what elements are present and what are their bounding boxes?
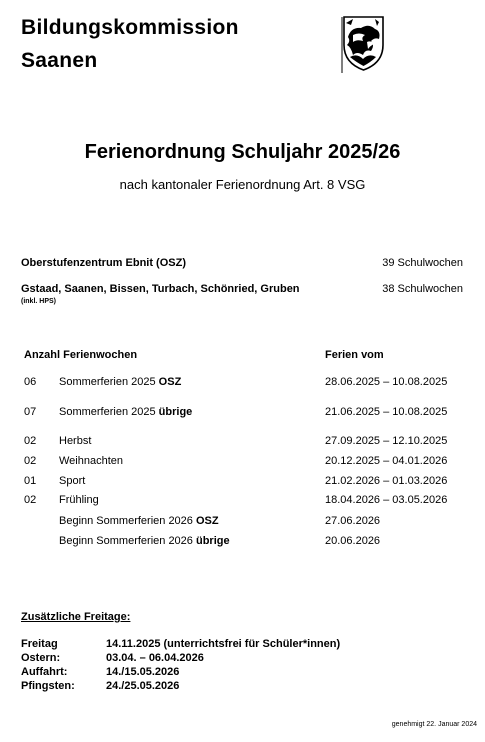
approval-note: genehmigt 22. Januar 2024 bbox=[391, 721, 477, 728]
row-label-bold: übrige bbox=[158, 406, 193, 418]
extra-day-value: 03.04. – 06.04.2026 bbox=[106, 652, 204, 664]
row-dates: 27.06.2026 bbox=[325, 515, 381, 527]
row-label-bold: OSZ bbox=[158, 376, 182, 388]
row-label bbox=[59, 494, 99, 506]
row-weeks: 06 bbox=[24, 376, 37, 388]
row-label-text: Sport bbox=[59, 475, 86, 487]
row-label bbox=[59, 406, 192, 418]
school-name: Oberstufenzentrum Ebnit (OSZ) bbox=[21, 257, 186, 269]
page-title: Ferienordnung Schuljahr 2025/26 bbox=[84, 141, 401, 163]
extra-day-label: Ostern: bbox=[21, 652, 61, 664]
row-weeks: 02 bbox=[24, 455, 37, 467]
row-label bbox=[59, 535, 230, 547]
row-label bbox=[59, 376, 181, 388]
row-weeks: 02 bbox=[24, 435, 37, 447]
row-label-text: Beginn Sommerferien 2026 bbox=[59, 515, 193, 527]
row-weeks: 02 bbox=[24, 494, 37, 506]
row-dates: 28.06.2025 – 10.08.2025 bbox=[325, 376, 448, 388]
municipal-crest-icon bbox=[341, 15, 385, 73]
row-weeks: 01 bbox=[24, 475, 37, 487]
school-name: Gstaad, Saanen, Bissen, Turbach, Schönried, Gruben bbox=[21, 283, 300, 295]
row-dates: 21.02.2026 – 01.03.2026 bbox=[325, 475, 448, 487]
row-dates: 18.04.2026 – 03.05.2026 bbox=[325, 494, 448, 506]
extra-day-value: 14.11.2025 (unterrichtsfrei für Schüler*innen) bbox=[106, 638, 341, 650]
row-weeks: 07 bbox=[24, 406, 37, 418]
extra-day-label: Freitag bbox=[21, 638, 58, 650]
school-note: (inkl. HPS) bbox=[21, 298, 57, 305]
row-label-text: Sommerferien 2025 bbox=[59, 376, 156, 388]
row-label-text: Sommerferien 2025 bbox=[59, 406, 156, 418]
row-label bbox=[59, 435, 91, 447]
extra-days-heading: Zusätzliche Freitage: bbox=[21, 611, 131, 623]
row-label-bold: OSZ bbox=[195, 515, 219, 527]
org-name-line2: Saanen bbox=[21, 49, 98, 72]
table-header-weeks: Anzahl Ferienwochen bbox=[24, 349, 138, 361]
row-dates: 20.06.2026 bbox=[325, 535, 381, 547]
extra-day-label: Auffahrt: bbox=[21, 666, 68, 678]
school-weeks: 39 Schulwochen bbox=[382, 257, 463, 269]
row-label-text: Herbst bbox=[59, 435, 92, 447]
row-label-bold: übrige bbox=[195, 535, 230, 547]
extra-day-value: 14./15.05.2026 bbox=[106, 666, 180, 678]
row-dates: 21.06.2025 – 10.08.2025 bbox=[325, 406, 448, 418]
row-label-text: Frühling bbox=[59, 494, 99, 506]
row-label-text: Weihnachten bbox=[59, 455, 124, 467]
row-label bbox=[59, 475, 85, 487]
row-dates: 20.12.2025 – 04.01.2026 bbox=[325, 455, 448, 467]
extra-day-label: Pfingsten: bbox=[21, 680, 75, 692]
row-dates: 27.09.2025 – 12.10.2025 bbox=[325, 435, 448, 447]
extra-day-value: 24./25.05.2026 bbox=[106, 680, 180, 692]
school-weeks: 38 Schulwochen bbox=[382, 283, 463, 295]
org-name-line1: Bildungskommission bbox=[21, 16, 239, 39]
table-header-dates: Ferien vom bbox=[325, 349, 384, 361]
row-label bbox=[59, 515, 219, 527]
row-label bbox=[59, 455, 123, 467]
page-subtitle: nach kantonaler Ferienordnung Art. 8 VSG bbox=[119, 177, 366, 192]
row-label-text: Beginn Sommerferien 2026 bbox=[59, 535, 193, 547]
